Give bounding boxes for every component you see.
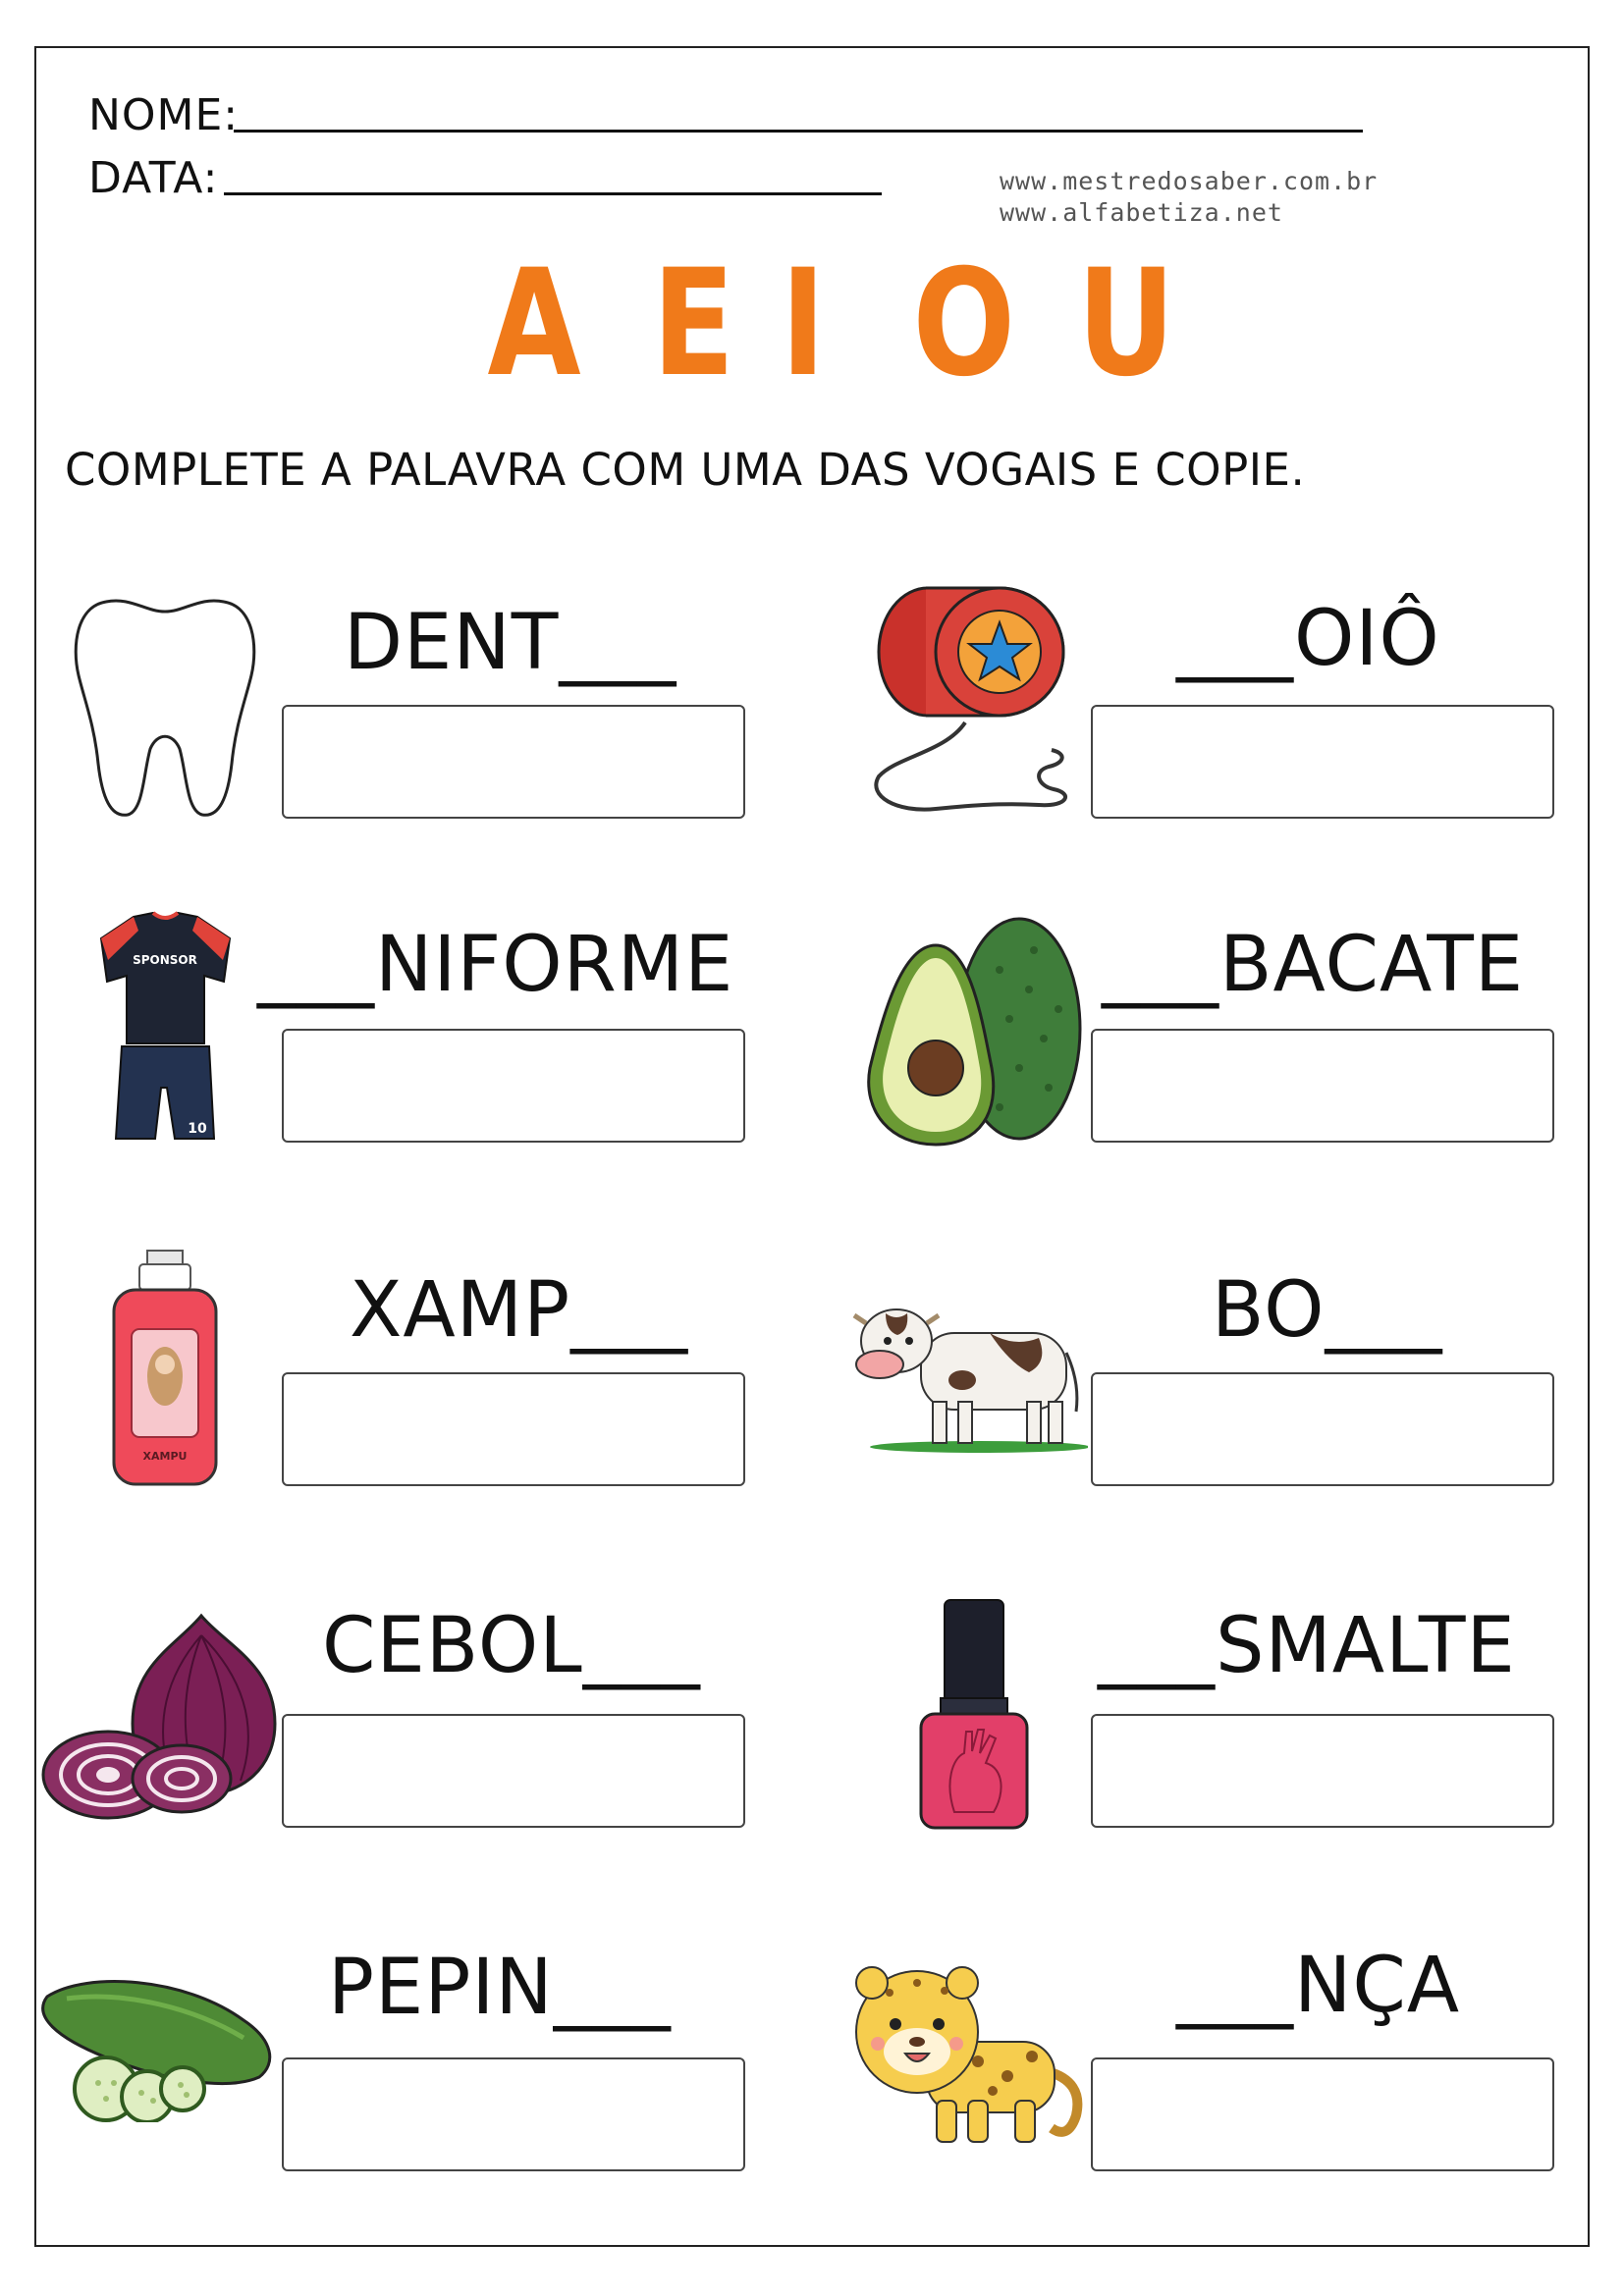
uniform-icon xyxy=(94,911,237,1147)
word-pepino: PEPIN___ xyxy=(328,1944,672,2032)
date-label: DATA: xyxy=(88,153,219,203)
site-url-1: www.mestredosaber.com.br xyxy=(1000,167,1379,195)
yoyo-icon xyxy=(867,585,1083,821)
word-xampu: XAMP___ xyxy=(350,1266,689,1355)
shampoo-label: XAMPU xyxy=(142,1450,188,1463)
word-dente: DENT___ xyxy=(344,599,677,687)
word-esmalte: ___SMALTE xyxy=(1098,1602,1516,1690)
date-field[interactable] xyxy=(224,192,882,195)
name-label: NOME: xyxy=(88,90,240,140)
tooth-icon xyxy=(67,587,263,823)
cow-icon xyxy=(852,1294,1088,1456)
vowel-title xyxy=(0,239,1624,409)
cucumber-icon xyxy=(37,1969,281,2122)
vowel-i: I xyxy=(781,239,826,409)
answer-box-uniforme[interactable] xyxy=(282,1029,745,1143)
uniform-sponsor-text: SPONSOR xyxy=(133,953,197,967)
answer-box-xampu[interactable] xyxy=(282,1372,745,1486)
vowel-a: A xyxy=(487,239,581,409)
vowel-o: O xyxy=(912,239,1016,409)
vowel-e: E xyxy=(652,239,735,409)
jaguar-icon xyxy=(850,1953,1086,2150)
answer-box-cebola[interactable] xyxy=(282,1714,745,1828)
word-cebola: CEBOL___ xyxy=(322,1602,701,1690)
word-abacate: ___BACATE xyxy=(1102,921,1525,1009)
avocado-icon xyxy=(862,911,1088,1147)
answer-box-abacate[interactable] xyxy=(1091,1029,1554,1143)
uniform-number: 10 xyxy=(188,1121,207,1137)
name-field[interactable] xyxy=(234,130,1363,133)
nail-polish-icon xyxy=(915,1596,1033,1832)
answer-box-ioio[interactable] xyxy=(1091,705,1554,819)
word-onca: ___NÇA xyxy=(1176,1942,1461,2030)
word-boi: BO___ xyxy=(1212,1266,1443,1355)
word-uniforme: ___NIFORME xyxy=(257,921,734,1009)
answer-box-onca[interactable] xyxy=(1091,2057,1554,2171)
answer-box-esmalte[interactable] xyxy=(1091,1714,1554,1828)
site-url-2: www.alfabetiza.net xyxy=(1000,198,1283,227)
shampoo-icon xyxy=(108,1249,221,1489)
answer-box-boi[interactable] xyxy=(1091,1372,1554,1486)
onion-icon xyxy=(39,1606,280,1824)
answer-box-pepino[interactable] xyxy=(282,2057,745,2171)
vowel-u: U xyxy=(1076,239,1175,409)
answer-box-dente[interactable] xyxy=(282,705,745,819)
word-ioio: ___OIÔ xyxy=(1176,595,1440,683)
instruction-text: COMPLETE A PALAVRA COM UMA DAS VOGAIS E COPIE. xyxy=(65,444,1306,496)
